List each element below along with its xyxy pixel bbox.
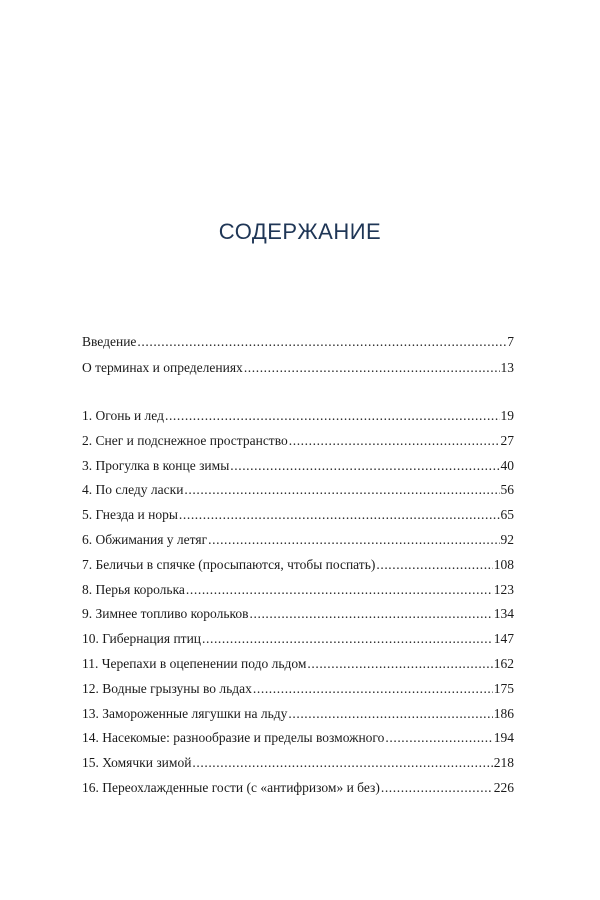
toc-entry-page: 13: [500, 360, 514, 375]
dot-leader: [202, 629, 493, 649]
toc-chapter-entry[interactable]: [82, 406, 514, 431]
dot-leader: [385, 728, 492, 748]
dot-leader: [288, 704, 492, 724]
toc-entry-label: 5. Гнезда и норы: [82, 507, 178, 523]
toc-entry-label: 8. Перья королька: [82, 581, 185, 597]
toc-chapter-entry[interactable]: [82, 530, 514, 555]
toc-entry-page: 65: [500, 507, 514, 523]
toc-chapter-entry[interactable]: [82, 555, 514, 580]
toc-entry-label: Введение: [82, 334, 137, 349]
dot-leader: [186, 580, 493, 600]
dot-leader: [137, 332, 506, 352]
toc-chapter-list: [82, 406, 514, 803]
toc-entry[interactable]: [82, 332, 514, 358]
toc-entry-page: 194: [493, 730, 514, 746]
toc-chapter-entry[interactable]: [82, 704, 514, 729]
toc-entry-label: 2. Снег и подснежное пространство: [82, 432, 288, 448]
toc-entry-page: 19: [500, 408, 514, 423]
toc-entry-page: 108: [493, 556, 514, 572]
toc-entry-label: 3. Прогулка в конце зимы: [82, 457, 230, 473]
toc-entry-label: 6. Обжимания у летяг: [82, 531, 208, 547]
toc-entry-page: 27: [500, 432, 514, 448]
toc-entry-page: 7: [507, 334, 514, 349]
dot-leader: [230, 456, 499, 476]
dot-leader: [208, 530, 499, 550]
dot-leader: [289, 431, 500, 451]
toc-entry[interactable]: [82, 358, 514, 384]
toc-entry-page: 92: [500, 531, 514, 547]
toc-entry-page: 40: [500, 457, 514, 473]
toc-chapter-entry[interactable]: [82, 753, 514, 778]
toc-chapter-entry[interactable]: [82, 480, 514, 505]
toc-chapter-entry[interactable]: [82, 431, 514, 456]
toc-entry-page: 123: [493, 581, 514, 597]
dot-leader: [179, 505, 500, 525]
dot-leader: [192, 753, 492, 773]
toc-entry-label: 16. Переохлажденные гости (с «антифризом» и без): [82, 779, 380, 795]
toc-entry-page: 162: [493, 655, 514, 671]
dot-leader: [184, 480, 499, 500]
toc-chapter-entry[interactable]: [82, 728, 514, 753]
toc-chapter-entry[interactable]: [82, 505, 514, 530]
toc-entry-label: 15. Хомячки зимой: [82, 755, 192, 771]
toc-entry-page: 56: [500, 482, 514, 498]
toc-intro-list: [82, 332, 514, 384]
toc-entry-page: 186: [493, 705, 514, 721]
toc-entry-label: 14. Насекомые: разнообразие и пределы возможного: [82, 730, 385, 746]
toc-entry-label: 7. Беличьи в спячке (просыпаются, чтобы поспать): [82, 556, 376, 572]
toc-entry-page: 134: [493, 606, 514, 622]
toc-entry-page: 218: [493, 755, 514, 771]
dot-leader: [253, 679, 493, 699]
toc-entry-label: 13. Замороженные лягушки на льду: [82, 705, 288, 721]
toc-chapter-entry[interactable]: [82, 778, 514, 803]
toc-entry-label: 1. Огонь и лед: [82, 408, 164, 423]
dot-leader: [165, 406, 500, 426]
toc-entry-label: 12. Водные грызуны во льдах: [82, 680, 252, 696]
dot-leader: [376, 555, 492, 575]
toc-entry-label: 9. Зимнее топливо корольков: [82, 606, 249, 622]
dot-leader: [244, 358, 500, 378]
toc-chapter-entry[interactable]: [82, 580, 514, 605]
toc-entry-label: 10. Гибернация птиц: [82, 631, 202, 647]
toc-chapter-entry[interactable]: [82, 654, 514, 679]
toc-entry-label: 11. Черепахи в оцепенении подо льдом: [82, 655, 307, 671]
toc-entry-label: 4. По следу ласки: [82, 482, 184, 498]
toc-chapter-entry[interactable]: [82, 629, 514, 654]
toc-entry-page: 147: [493, 631, 514, 647]
toc-entry-page: 226: [493, 779, 514, 795]
toc-chapter-entry[interactable]: [82, 679, 514, 704]
toc-chapter-entry[interactable]: [82, 604, 514, 629]
toc-entry-label: О терминах и определениях: [82, 360, 243, 375]
toc-chapter-entry[interactable]: [82, 456, 514, 481]
dot-leader: [307, 654, 492, 674]
page-title: СОДЕРЖАНИЕ: [218, 219, 382, 244]
toc-entry-page: 175: [493, 680, 514, 696]
dot-leader: [250, 604, 493, 624]
dot-leader: [381, 778, 493, 798]
